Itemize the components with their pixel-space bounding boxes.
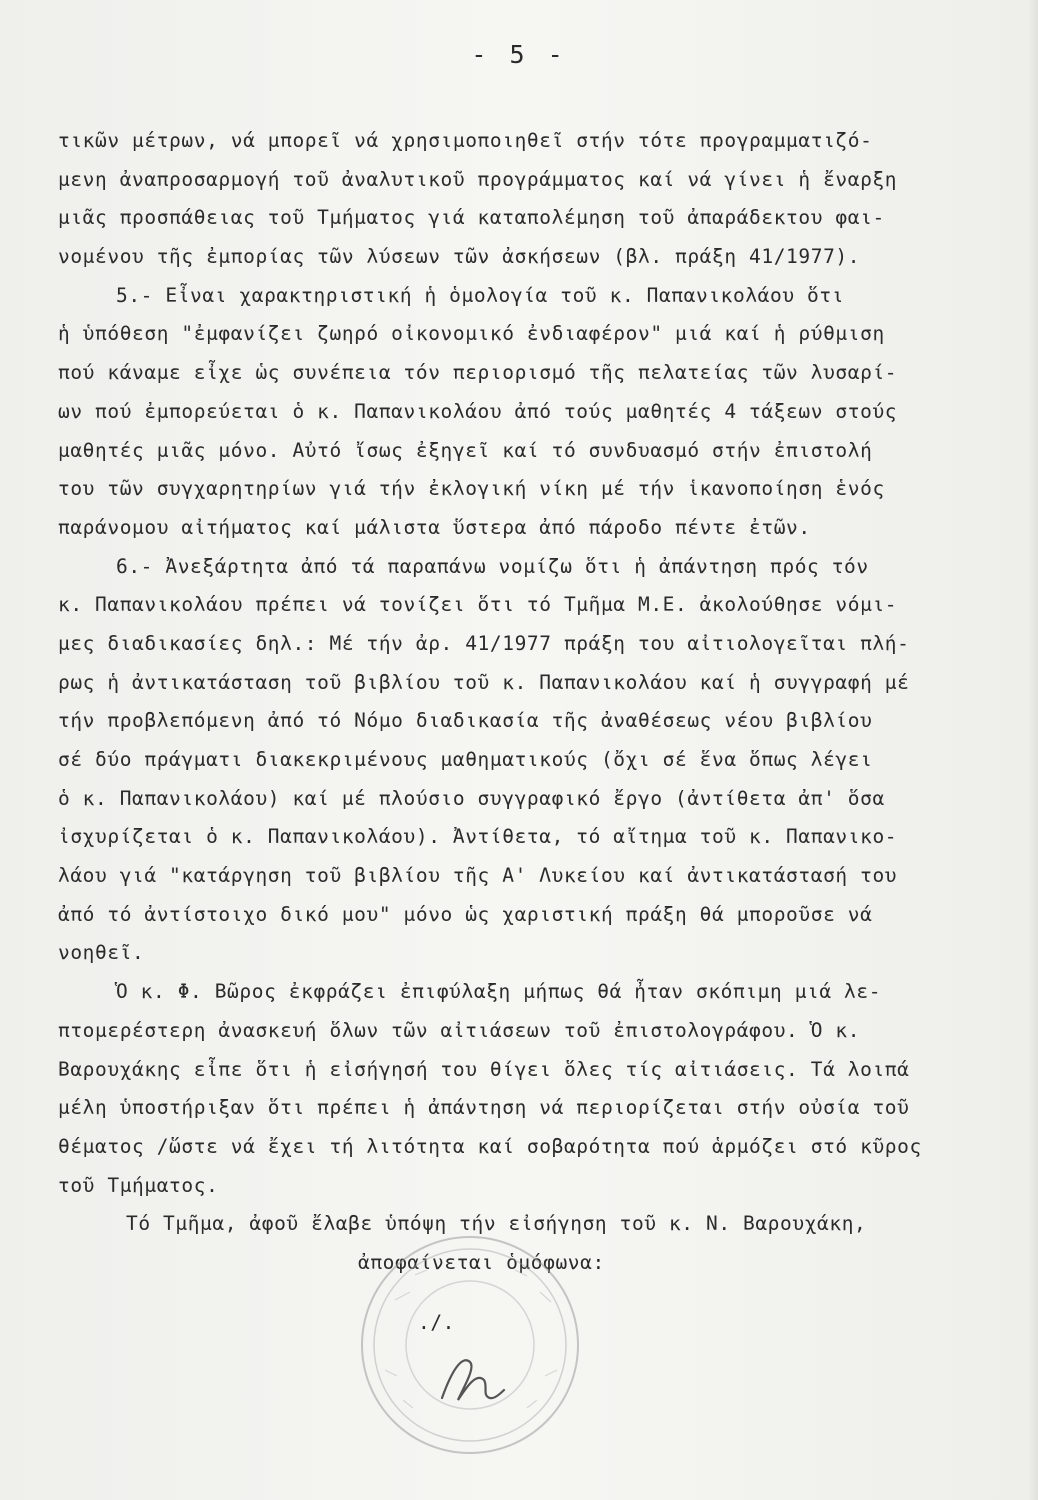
signature-icon [432,1350,512,1410]
paragraph-6-start: 6.- Ἀνεξάρτητα ἀπό τά παραπάνω νομίζω ὅτι ἡ ἀπάντηση πρός τόν [116,554,869,578]
continuation-mark: ./. [418,1310,456,1334]
decision-line: ἀποφαίνεται ὁμόφωνα: [358,1250,605,1274]
text-line: μιᾶς προσπάθειας τοῦ Τμήματος γιά καταπολέμηση τοῦ ἀπαράδεκτου φαι- [58,206,885,230]
text-line: τικῶν μέτρων, νά μπορεῖ νά χρησιμοποιηθεῖ στήν τότε προγραμματιζό- [58,129,873,152]
paragraph-5-start: 5.- Εἶναι χαρακτηριστική ἡ ὁμολογία τοῦ κ. Παπανικολάου ὅτι [116,283,845,307]
text-line: λάου γιά "κατάργηση τοῦ βιβλίου τῆς Α' Λυκείου καί ἀντικατάστασή του [58,864,898,888]
paragraph-decision-start: Τό Τμῆμα, ἀφοῦ ἔλαβε ὑπόψη τήν εἰσήγηση τοῦ κ. Ν. Βαρουχάκη, [126,1212,867,1236]
text-line: μες διαδικασίες δηλ.: Μέ τήν ἀρ. 41/1977 πράξη του αἰτιολογεῖται πλή- [58,631,910,655]
text-line: ὁ κ. Παπανικολάου) καί μέ πλούσιο συγγραφικό ἔργο (ἀντίθετα ἀπ' ὅσα [58,786,885,810]
text-line: ων πού ἐμπορεύεται ὁ κ. Παπανικολάου ἀπό τούς μαθητές 4 τάξεων στούς [58,399,898,423]
text-line: τοῦ Τμήματος. [58,1173,219,1197]
text-line: πτομερέστερη ἀνασκευή ὅλων τῶν αἰτιάσεων τοῦ ἐπιστολογράφου. Ὁ κ. [58,1018,861,1042]
text-line: του τῶν συγχαρητηρίων γιά τήν ἐκλογική νίκη μέ τήν ἱκανοποίηση ἑνός [58,477,885,501]
round-stamp-icon [355,1230,585,1460]
page-number: - 5 - [471,40,567,69]
text-line: μενη ἀναπροσαρμογή τοῦ ἀναλυτικοῦ προγράμματος καί νά γίνει ἡ ἔναρξη [58,167,898,191]
text-line: παράνομου αἰτήματος καί μάλιστα ὕστερα ἀπό πάροδο πέντε ἐτῶν. [58,515,811,539]
text-line: νομένου τῆς ἐμπορίας τῶν λύσεων τῶν ἀσκήσεων (βλ. πράξη 41/1977). [58,245,861,269]
body-text [58,122,1018,1343]
text-line: νοηθεῖ. [58,941,145,965]
text-line: ρως ἡ ἀντικατάσταση τοῦ βιβλίου τοῦ κ. Παπανικολάου καί ἡ συγγραφή μέ [58,670,910,694]
text-line: ἀπό τό ἀντίστοιχο δικό μου" μόνο ὡς χαριστική πράξη θά μποροῦσε νά [58,902,873,926]
text-line: ἰσχυρίζεται ὁ κ. Παπανικολάου). Ἀντίθετα, τό αἴτημα τοῦ κ. Παπανικο- [58,825,898,849]
text-line: μέλη ὑποστήριξαν ὅτι πρέπει ἡ ἀπάντηση νά περιορίζεται στήν οὐσία τοῦ [58,1096,910,1120]
text-line: πού κάναμε εἶχε ὡς συνέπεια τόν περιορισμό τῆς πελατείας τῶν λυσαρί- [58,361,898,385]
text-line: κ. Παπανικολάου πρέπει νά τονίζει ὅτι τό Τμῆμα Μ.Ε. ἀκολούθησε νόμι- [58,593,898,617]
text-line: ἡ ὑπόθεση "ἐμφανίζει ζωηρό οἰκονομικό ἐνδιαφέρον" μιά καί ἡ ρύθμιση [58,322,885,346]
text-line: τήν προβλεπόμενη ἀπό τό Νόμο διαδικασία τῆς ἀναθέσεως νέου βιβλίου [58,709,873,733]
page-edge-shadow [1028,0,1038,1500]
text-line: σέ δύο πράγματι διακεκριμένους μαθηματικούς (ὄχι σέ ἕνα ὅπως λέγει [58,748,873,771]
paragraph-voros-start: Ὁ κ. Φ. Βῶρος ἐκφράζει ἐπιφύλαξη μήπως θά ἦταν σκόπιμη μιά λε- [116,980,882,1004]
text-line: Βαρουχάκης εἶπε ὅτι ἡ εἰσήγησή του θίγει ὅλες τίς αἰτιάσεις. Τά λοιπά [58,1057,910,1081]
text-line: θέματος /ὥστε νά ἔχει τή λιτότητα καί σοβαρότητα πού ἁρμόζει στό κῦρος [58,1134,922,1158]
text-line: μαθητές μιᾶς μόνο. Αὐτό ἴσως ἐξηγεῖ καί τό συνδυασμό στήν ἐπιστολή [58,438,873,462]
